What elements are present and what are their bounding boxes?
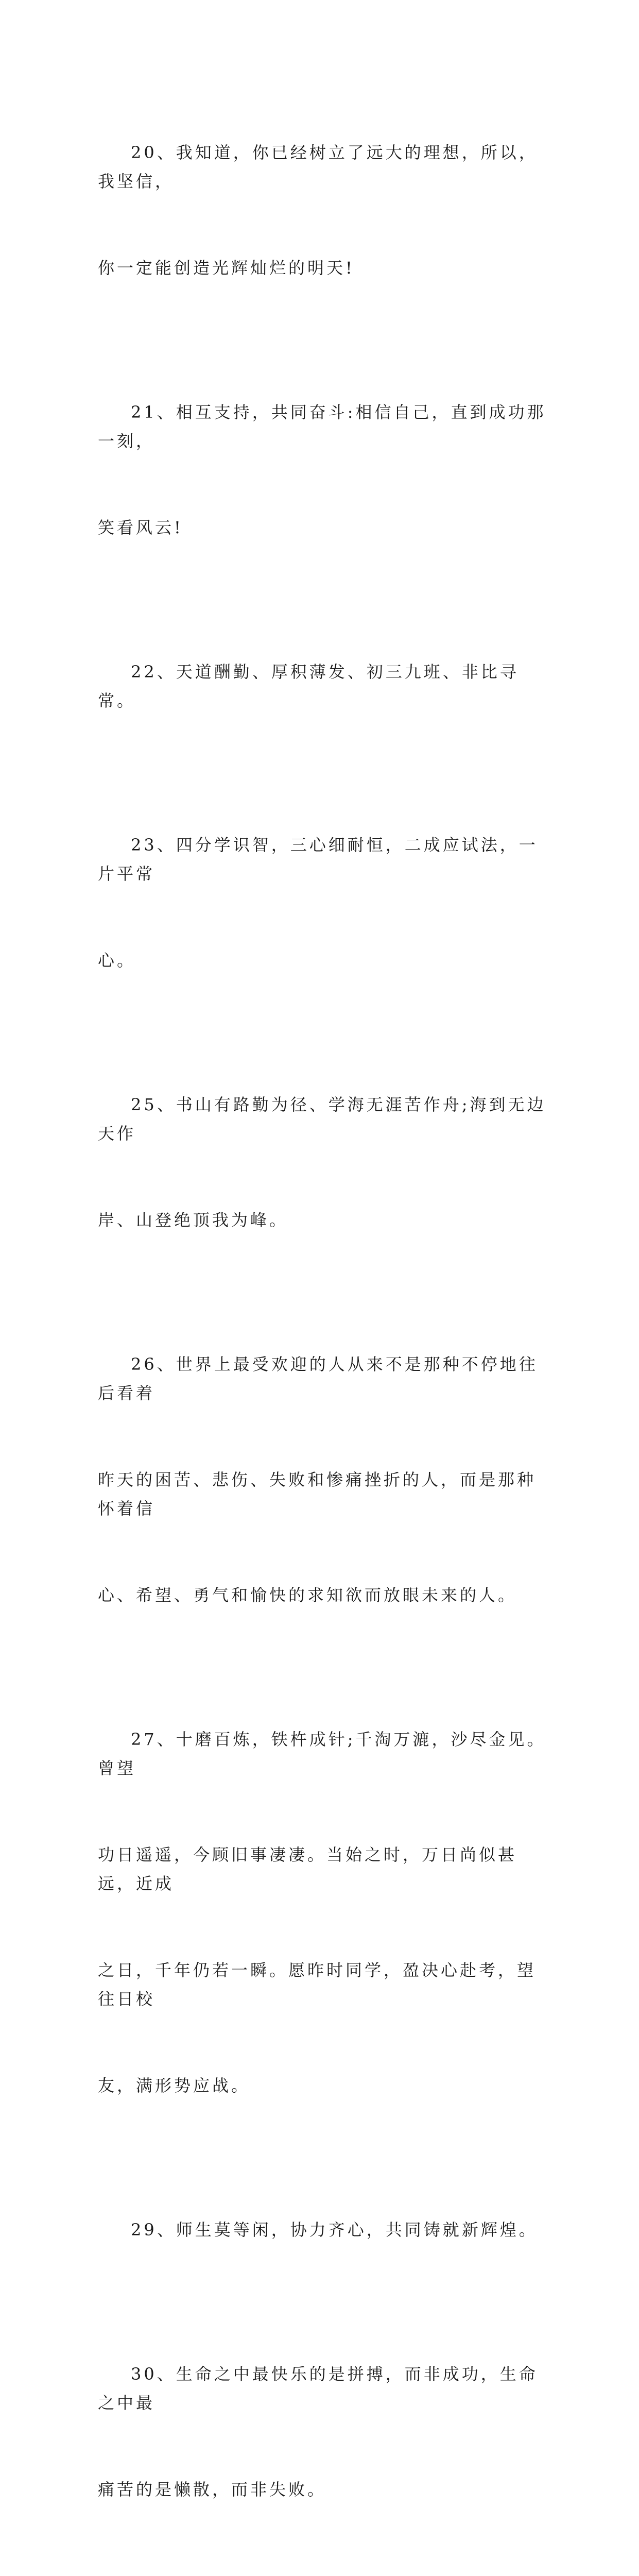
paragraph-line: 20、我知道，你已经树立了远大的理想，所以，我坚信， [98, 143, 538, 191]
paragraph-29 [98, 2158, 551, 2302]
paragraph-line: 之日，千年仍若一瞬。愿昨时同学，盈决心赴考，望往日校 [98, 1960, 537, 2009]
paragraph-line: 27、十磨百炼，铁杵成针;千淘万漉，沙尽金见。曾望 [98, 1730, 546, 1778]
paragraph-27 [98, 1667, 551, 2158]
paragraph-22 [98, 600, 551, 773]
paragraph-line: 21、相互支持，共同奋斗:相信自己，直到成功那一刻， [98, 402, 546, 451]
paragraph-line: 昨天的困苦、悲伤、失败和惨痛挫折的人，而是那种怀着信 [98, 1470, 537, 1518]
paragraph-line: 26、世界上最受欢迎的人从来不是那种不停地往后看着 [98, 1354, 538, 1403]
paragraph-20 [98, 80, 551, 340]
paragraph-21 [98, 340, 551, 600]
paragraph-line: 你一定能创造光辉灿烂的明天! [98, 258, 355, 278]
paragraph-line: 功日遥遥，今顾旧事凄凄。当始之时，万日尚似甚远，近成 [98, 1845, 517, 1893]
paragraph-line: 心。 [98, 951, 136, 970]
paragraph-line: 岸、山登绝顶我为峰。 [98, 1210, 289, 1230]
paragraph-30 [98, 2302, 551, 2562]
paragraph-line: 笑看风云! [98, 518, 183, 537]
paragraph-25 [98, 1032, 551, 1292]
paragraph-23 [98, 773, 551, 1032]
paragraph-26 [98, 1292, 551, 1667]
paragraph-line: 25、书山有路勤为径、学海无涯苦作舟;海到无边天作 [98, 1095, 546, 1143]
paragraph-line: 29、师生莫等闲，协力齐心，共同铸就新辉煌。 [131, 2220, 538, 2240]
paragraph-line: 友，满形势应战。 [98, 2076, 251, 2095]
document-body [98, 80, 551, 2576]
paragraph-line: 22、天道酬勤、厚积薄发、初三九班、非比寻常。 [98, 662, 519, 710]
paragraph-line: 30、生命之中最快乐的是拼搏，而非成功，生命之中最 [98, 2364, 538, 2413]
paragraph-line: 23、四分学识智，三心细耐恒，二成应试法，一片平常 [98, 835, 538, 884]
paragraph-line: 痛苦的是懒散，而非失败。 [98, 2480, 327, 2499]
paragraph-31 [98, 2562, 551, 2576]
paragraph-line: 心、希望、勇气和愉快的求知欲而放眼未来的人。 [98, 1585, 517, 1605]
